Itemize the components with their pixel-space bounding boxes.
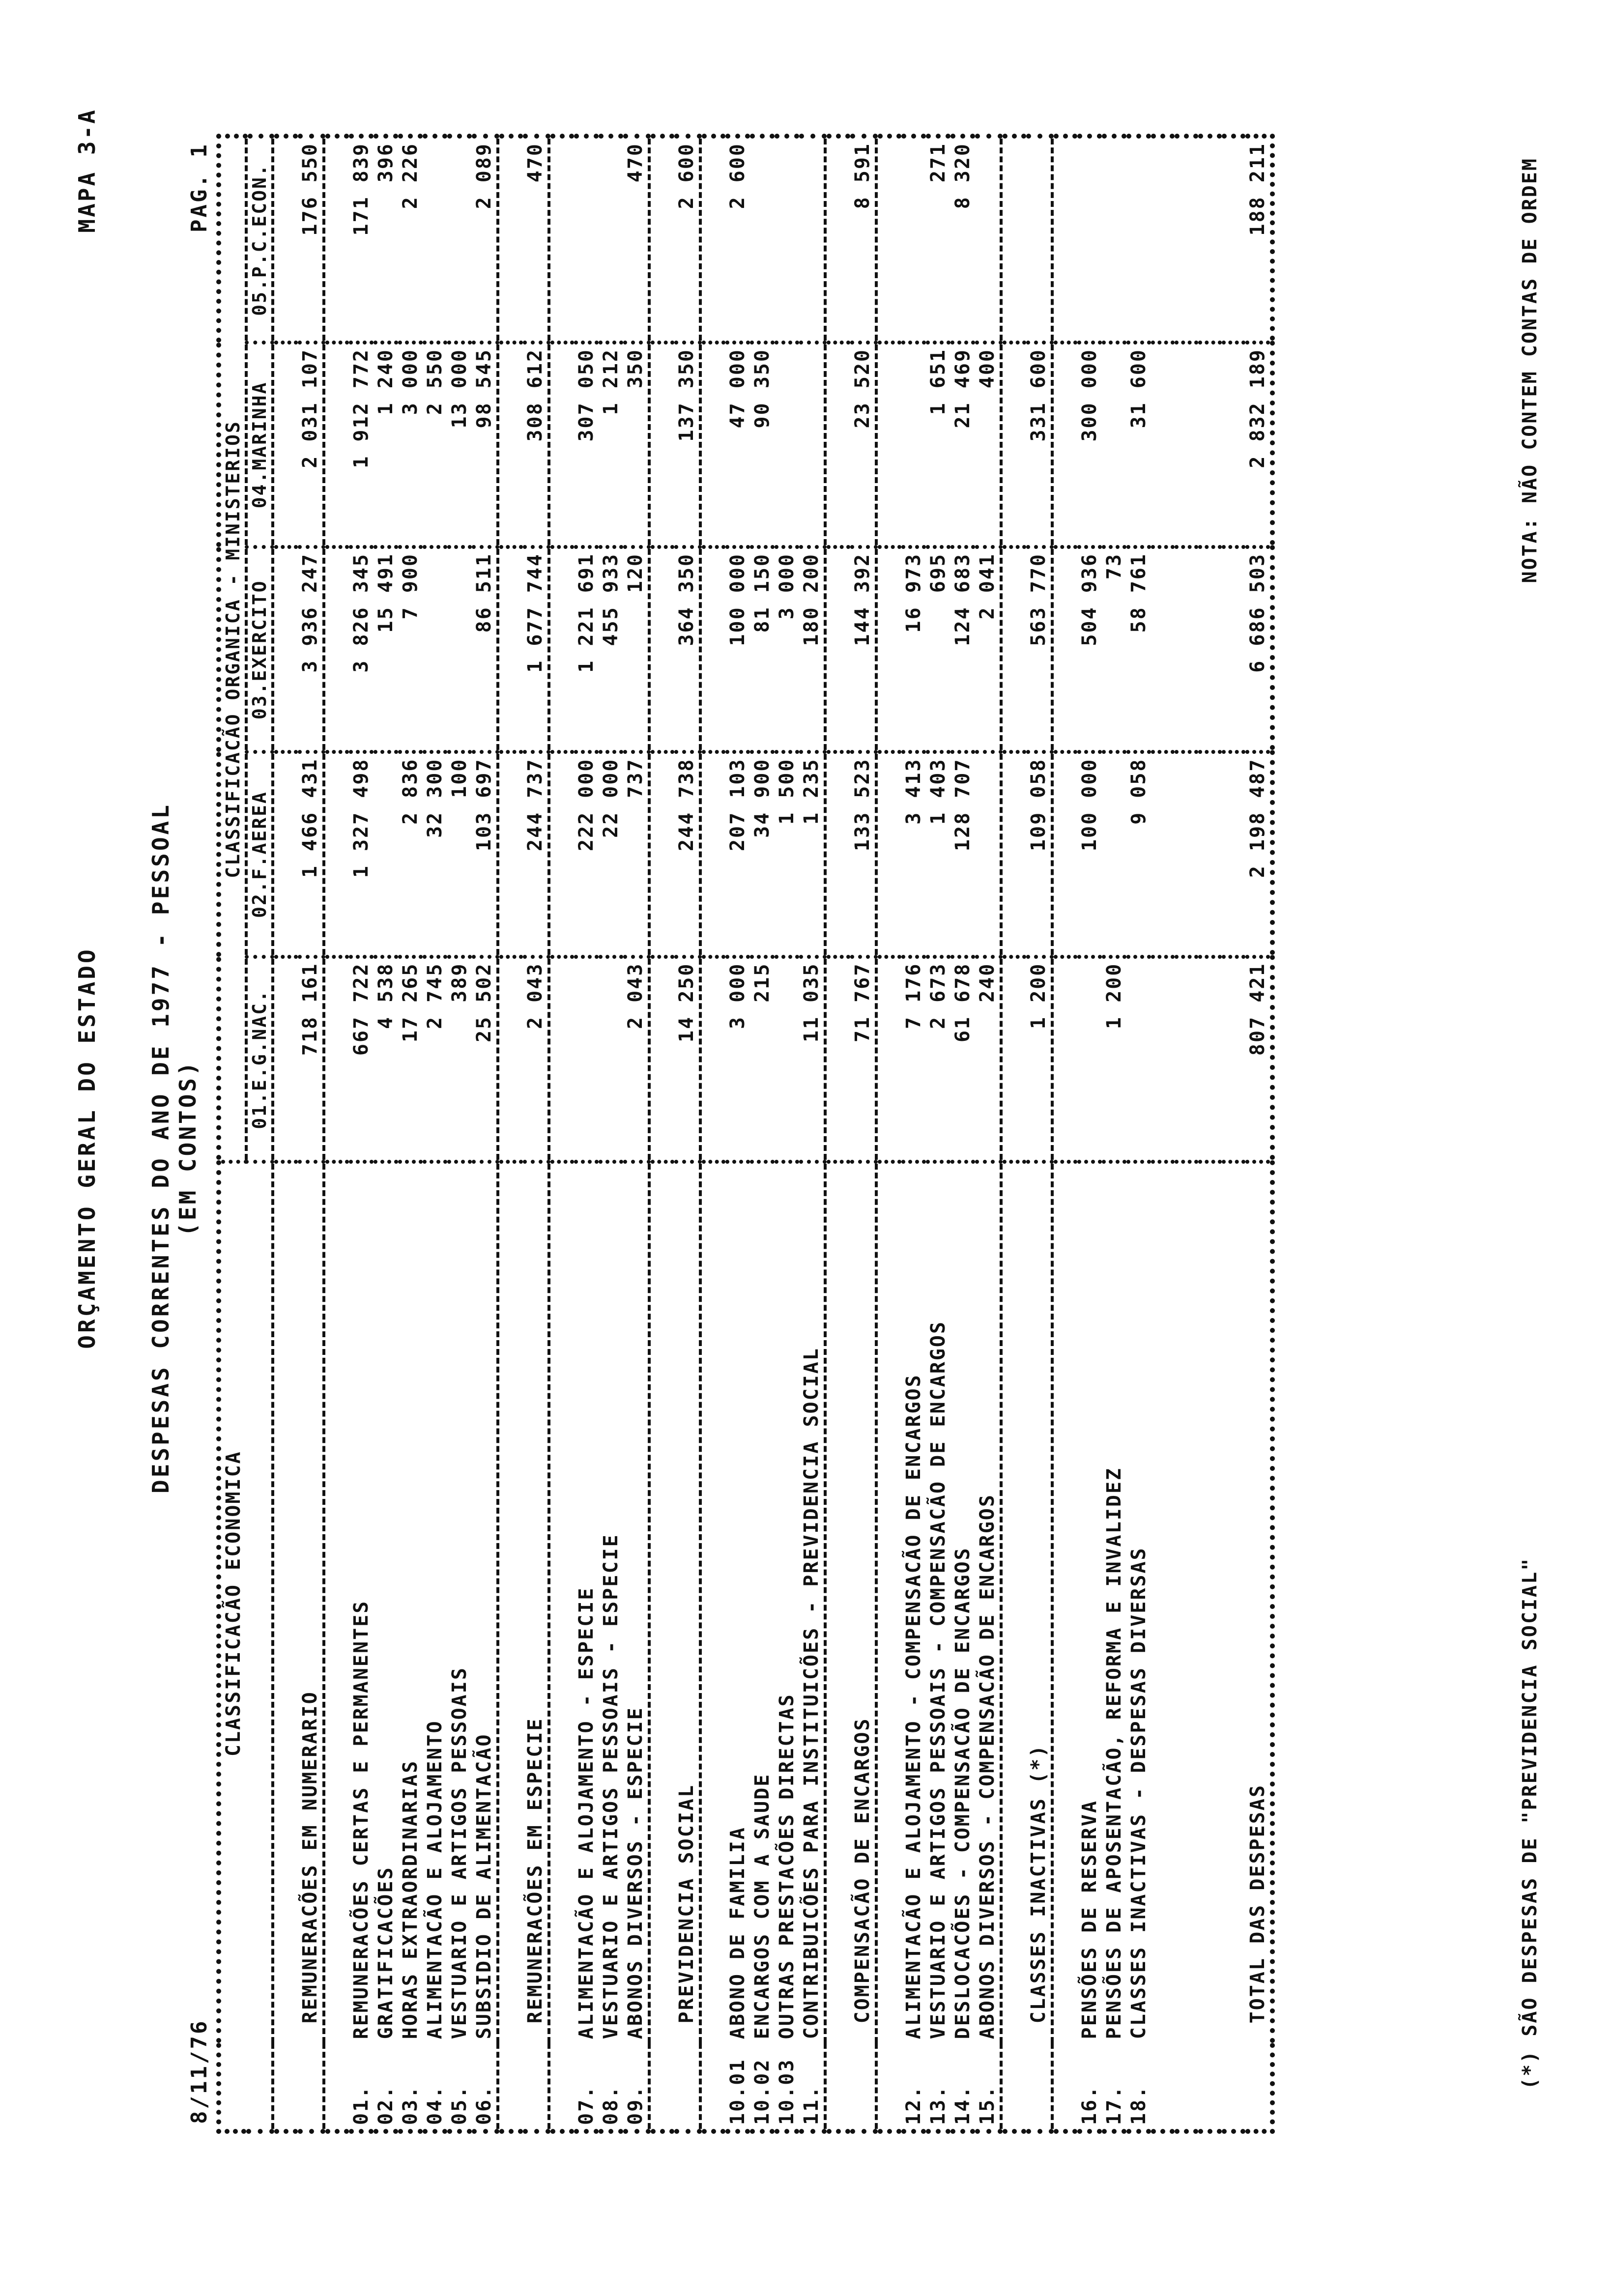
value-cell: 222 000 — [574, 752, 599, 957]
value-cell: 207 103 — [725, 752, 750, 957]
value-cell: 13 000 — [447, 343, 472, 547]
section-total-row — [298, 136, 324, 2131]
section-total-row — [850, 136, 876, 2131]
row-code: 10.01 — [725, 2043, 750, 2131]
value-cell: 31 600 — [1126, 343, 1151, 547]
value-cell: 271 — [926, 136, 950, 343]
table-row — [623, 136, 649, 2131]
section-total-cell: 308 612 — [523, 343, 549, 547]
row-code: 06. — [472, 2043, 498, 2131]
value-cell: 2 089 — [472, 136, 498, 343]
value-cell: 2 043 — [623, 957, 649, 1162]
grand-total-cell: 6 686 503 — [1245, 547, 1272, 752]
value-cell: 81 150 — [750, 547, 775, 752]
row-code: 13. — [926, 2043, 950, 2131]
row-label: HORAS EXTRAORDINARIAS — [398, 1162, 423, 2043]
row-label: ABONOS DIVERSOS - COMPENSACÃO DE ENCARGOS — [975, 1162, 1001, 2043]
spacer-row — [498, 136, 523, 2131]
value-cell: 2 041 — [975, 547, 1001, 752]
value-cell: 2 836 — [398, 752, 423, 957]
row-label: ALIMENTACÃO E ALOJAMENTO — [423, 1162, 447, 2043]
value-cell: 61 678 — [950, 957, 975, 1162]
spacer-row — [1175, 136, 1198, 2131]
value-cell: 128 707 — [950, 752, 975, 957]
table-row — [750, 136, 775, 2131]
value-cell: 22 000 — [599, 752, 623, 957]
row-label: CLASSES INACTIVAS - DESPESAS DIVERSAS — [1126, 1162, 1151, 2043]
grand-total-row — [1245, 136, 1272, 2131]
row-code: 17. — [1102, 2043, 1126, 2131]
spacer-row — [324, 136, 349, 2131]
section-total-row — [674, 136, 700, 2131]
section-total-cell: 133 523 — [850, 752, 876, 957]
value-cell — [975, 136, 1001, 343]
value-cell — [775, 957, 799, 1162]
section-total-cell: 2 031 107 — [298, 343, 324, 547]
row-label: SUBSIDIO DE ALIMENTACÃO — [472, 1162, 498, 2043]
value-cell — [574, 957, 599, 1162]
value-cell: 11 035 — [799, 957, 825, 1162]
value-cell: 58 761 — [1126, 547, 1151, 752]
row-code: 04. — [423, 2043, 447, 2131]
value-cell — [1102, 752, 1126, 957]
budget-table — [216, 134, 1275, 2134]
value-cell: 8 320 — [950, 136, 975, 343]
footnote-inactive-classes: (*) SÃO DESPESAS DE "PREVIDENCIA SOCIAL" — [1519, 1557, 1541, 2090]
value-cell: 7 176 — [901, 957, 926, 1162]
report-subtitle: DESPESAS CORRENTES DO ANO DE 1977 - PESSOAL — [147, 803, 174, 1493]
section-total-cell: 2 043 — [523, 957, 549, 1162]
value-cell — [975, 752, 1001, 957]
section-total-cell: 71 767 — [850, 957, 876, 1162]
value-cell: 98 545 — [472, 343, 498, 547]
spacer-row — [1151, 136, 1175, 2131]
value-cell: 455 933 — [599, 547, 623, 752]
section-total-cell: 364 350 — [674, 547, 700, 752]
value-cell — [1102, 343, 1126, 547]
row-label: ALIMENTACÃO E ALOJAMENTO - ESPECIE — [574, 1162, 599, 2043]
value-cell: 470 — [623, 136, 649, 343]
row-label: VESTUARIO E ARTIGOS PESSOAIS - ESPECIE — [599, 1162, 623, 2043]
row-code: 10.02 — [750, 2043, 775, 2131]
table-row — [926, 136, 950, 2131]
spacer-row — [1001, 136, 1026, 2131]
value-cell: 3 000 — [398, 343, 423, 547]
column-header: 02.F.AEREA — [246, 752, 273, 957]
grand-total-cell: 807 421 — [1245, 957, 1272, 1162]
section-title: REMUNERACÕES EM ESPECIE — [523, 1162, 549, 2043]
value-cell — [901, 343, 926, 547]
grand-total-cell: 2 832 189 — [1245, 343, 1272, 547]
row-code: 02. — [374, 2043, 398, 2131]
value-cell: 32 300 — [423, 752, 447, 957]
column-header: 03.EXERCITO — [246, 547, 273, 752]
value-cell: 100 000 — [1077, 752, 1102, 957]
value-cell — [1077, 136, 1102, 343]
section-total-cell: 1 200 — [1026, 957, 1052, 1162]
footnote-no-order-accounts: NOTA: NÃO CONTEM CONTAS DE ORDEM — [1519, 157, 1541, 583]
value-cell: 1 912 772 — [349, 343, 374, 547]
row-label: DESLOCACÕES - COMPENSACÃO DE ENCARGOS — [950, 1162, 975, 2043]
value-cell: 350 — [623, 343, 649, 547]
row-label: ALIMENTACÃO E ALOJAMENTO - COMPENSACÃO DE ENCARGOS — [901, 1162, 926, 2043]
value-cell: 2 600 — [725, 136, 750, 343]
value-cell: 25 502 — [472, 957, 498, 1162]
value-cell: 1 651 — [926, 343, 950, 547]
spacer-row — [1222, 136, 1245, 2131]
row-label: PENSÕES DE APOSENTACÃO, REFORMA E INVALIDEZ — [1102, 1162, 1126, 2043]
table-row — [975, 136, 1001, 2131]
report-date: 8/11/76 — [187, 2019, 212, 2124]
value-cell: 17 265 — [398, 957, 423, 1162]
value-cell: 240 — [975, 957, 1001, 1162]
value-cell: 389 — [447, 957, 472, 1162]
column-header: 04.MARINHA — [246, 343, 273, 547]
section-title: COMPENSACÃO DE ENCARGOS — [850, 1162, 876, 2043]
row-label: ABONOS DIVERSOS - ESPECIE — [623, 1162, 649, 2043]
row-label: REMUNERACÕES CERTAS E PERMANENTES — [349, 1162, 374, 2043]
value-cell — [423, 136, 447, 343]
header-classificacao-organica: CLASSIFICACÃO ORGANICA - MINISTERIOS — [219, 136, 246, 1162]
value-cell: 4 538 — [374, 957, 398, 1162]
row-code: 10.03 — [775, 2043, 799, 2131]
section-total-cell: 244 738 — [674, 752, 700, 957]
value-cell: 2 673 — [926, 957, 950, 1162]
value-cell: 103 697 — [472, 752, 498, 957]
value-cell: 2 745 — [423, 957, 447, 1162]
row-label: OUTRAS PRESTACÕES DIRECTAS — [775, 1162, 799, 2043]
value-cell: 9 058 — [1126, 752, 1151, 957]
value-cell: 307 050 — [574, 343, 599, 547]
row-label: GRATIFICACÕES — [374, 1162, 398, 2043]
grand-total-label: TOTAL DAS DESPESAS — [1245, 1162, 1272, 2043]
value-cell: 1 235 — [799, 752, 825, 957]
section-total-cell: 23 520 — [850, 343, 876, 547]
value-cell: 3 826 345 — [349, 547, 374, 752]
header-classificacao-economica: CLASSIFICACÃO ECONOMICA — [219, 1162, 273, 2043]
value-cell — [1102, 136, 1126, 343]
table-row — [725, 136, 750, 2131]
value-cell: 3 000 — [775, 547, 799, 752]
value-cell — [574, 136, 599, 343]
table-row — [901, 136, 926, 2131]
value-cell: 86 511 — [472, 547, 498, 752]
value-cell — [423, 547, 447, 752]
grand-total-cell: 2 198 487 — [1245, 752, 1272, 957]
column-header: 05.P.C.ECON. — [246, 136, 273, 343]
table-row — [950, 136, 975, 2131]
value-cell: 124 683 — [950, 547, 975, 752]
value-cell: 1 212 — [599, 343, 623, 547]
table-row — [799, 136, 825, 2131]
spacer-row — [825, 136, 850, 2131]
value-cell — [1126, 957, 1151, 1162]
row-code: 07. — [574, 2043, 599, 2131]
spacer-row — [549, 136, 574, 2131]
value-cell: 180 200 — [799, 547, 825, 752]
section-total-cell: 144 392 — [850, 547, 876, 752]
value-cell: 1 500 — [775, 752, 799, 957]
value-cell: 695 — [926, 547, 950, 752]
grand-total-cell: 188 211 — [1245, 136, 1272, 343]
table-row — [775, 136, 799, 2131]
value-cell: 300 000 — [1077, 343, 1102, 547]
spacer-row — [649, 136, 674, 2131]
row-code: 12. — [901, 2043, 926, 2131]
value-cell: 120 — [623, 547, 649, 752]
spacer-row — [700, 136, 725, 2131]
table-row — [1126, 136, 1151, 2131]
section-total-cell: 1 677 744 — [523, 547, 549, 752]
row-code: 09. — [623, 2043, 649, 2131]
section-total-cell: 718 161 — [298, 957, 324, 1162]
section-total-cell: 3 936 247 — [298, 547, 324, 752]
section-total-cell: 563 770 — [1026, 547, 1052, 752]
value-cell: 1 221 691 — [574, 547, 599, 752]
section-total-cell: 331 600 — [1026, 343, 1052, 547]
value-cell: 47 000 — [725, 343, 750, 547]
section-total-cell: 1 466 431 — [298, 752, 324, 957]
table-row — [599, 136, 623, 2131]
row-label: VESTUARIO E ARTIGOS PESSOAIS — [447, 1162, 472, 2043]
value-cell: 34 900 — [750, 752, 775, 957]
table-row — [423, 136, 447, 2131]
table-row — [447, 136, 472, 2131]
table-row — [398, 136, 423, 2131]
spacer-row — [273, 136, 298, 2131]
report-title: ORÇAMENTO GERAL DO ESTADO — [74, 947, 100, 1349]
row-code: 18. — [1126, 2043, 1151, 2131]
value-cell — [447, 547, 472, 752]
table-row — [374, 136, 398, 2131]
section-title: REMUNERACÕES EM NUMERARIO — [298, 1162, 324, 2043]
value-cell — [799, 136, 825, 343]
section-total-cell: 2 600 — [674, 136, 700, 343]
value-cell — [775, 136, 799, 343]
row-code: 01. — [349, 2043, 374, 2131]
spacer-row — [876, 136, 901, 2131]
section-total-cell: 244 737 — [523, 752, 549, 957]
value-cell: 100 — [447, 752, 472, 957]
value-cell — [799, 343, 825, 547]
value-cell: 2 550 — [423, 343, 447, 547]
column-header: 01.E.G.NAC. — [246, 957, 273, 1162]
value-cell: 2 226 — [398, 136, 423, 343]
section-total-row — [1026, 136, 1052, 2131]
section-total-cell: 14 250 — [674, 957, 700, 1162]
section-total-cell — [1026, 136, 1052, 343]
value-cell — [775, 343, 799, 547]
value-cell: 1 327 498 — [349, 752, 374, 957]
section-total-cell: 470 — [523, 136, 549, 343]
page-number: PAG. 1 — [187, 143, 212, 232]
row-label: ABONO DE FAMILIA — [725, 1162, 750, 2043]
value-cell: 21 469 — [950, 343, 975, 547]
value-cell: 1 200 — [1102, 957, 1126, 1162]
value-cell: 737 — [623, 752, 649, 957]
section-title: CLASSES INACTIVAS (*) — [1026, 1162, 1052, 2043]
table-row — [574, 136, 599, 2131]
value-cell: 171 839 — [349, 136, 374, 343]
row-label: VESTUARIO E ARTIGOS PESSOAIS - COMPENSACÃO DE ENCARGOS — [926, 1162, 950, 2043]
row-code: 15. — [975, 2043, 1001, 2131]
section-total-row — [523, 136, 549, 2131]
value-cell: 1 403 — [926, 752, 950, 957]
value-cell: 504 936 — [1077, 547, 1102, 752]
value-cell: 215 — [750, 957, 775, 1162]
table-row — [1102, 136, 1126, 2131]
row-label: CONTRIBUICÕES PARA INSTITUICÕES - PREVIDENCIA SOCIAL — [799, 1162, 825, 2043]
table-header-row-1 — [219, 136, 246, 2131]
value-cell: 15 491 — [374, 547, 398, 752]
table-row — [1077, 136, 1102, 2131]
value-cell: 90 350 — [750, 343, 775, 547]
value-cell: 100 000 — [725, 547, 750, 752]
row-code: 05. — [447, 2043, 472, 2131]
section-total-cell: 8 591 — [850, 136, 876, 343]
value-cell: 1 240 — [374, 343, 398, 547]
value-cell: 16 973 — [901, 547, 926, 752]
row-code: 11. — [799, 2043, 825, 2131]
value-cell — [599, 957, 623, 1162]
row-label: PENSÕES DE RESERVA — [1077, 1162, 1102, 2043]
value-cell: 3 413 — [901, 752, 926, 957]
row-code: 16. — [1077, 2043, 1102, 2131]
row-code: 14. — [950, 2043, 975, 2131]
value-cell: 400 — [975, 343, 1001, 547]
value-cell: 396 — [374, 136, 398, 343]
value-cell — [901, 136, 926, 343]
spacer-row — [1198, 136, 1222, 2131]
spacer-row — [1052, 136, 1077, 2131]
section-total-cell: 176 550 — [298, 136, 324, 343]
value-cell: 667 722 — [349, 957, 374, 1162]
row-code: 08. — [599, 2043, 623, 2131]
table-row — [472, 136, 498, 2131]
value-cell — [374, 752, 398, 957]
section-total-cell: 137 350 — [674, 343, 700, 547]
value-cell — [750, 136, 775, 343]
value-cell: 73 — [1102, 547, 1126, 752]
map-label: MAPA 3-A — [74, 108, 100, 233]
value-cell: 3 000 — [725, 957, 750, 1162]
row-code: 03. — [398, 2043, 423, 2131]
section-total-cell: 109 058 — [1026, 752, 1052, 957]
row-label: ENCARGOS COM A SAUDE — [750, 1162, 775, 2043]
section-title: PREVIDENCIA SOCIAL — [674, 1162, 700, 2043]
value-cell: 7 900 — [398, 547, 423, 752]
value-cell — [1077, 957, 1102, 1162]
table-row — [349, 136, 374, 2131]
report-units: (EM CONTOS) — [174, 1060, 201, 1236]
value-cell — [1126, 136, 1151, 343]
value-cell — [599, 136, 623, 343]
value-cell — [447, 136, 472, 343]
